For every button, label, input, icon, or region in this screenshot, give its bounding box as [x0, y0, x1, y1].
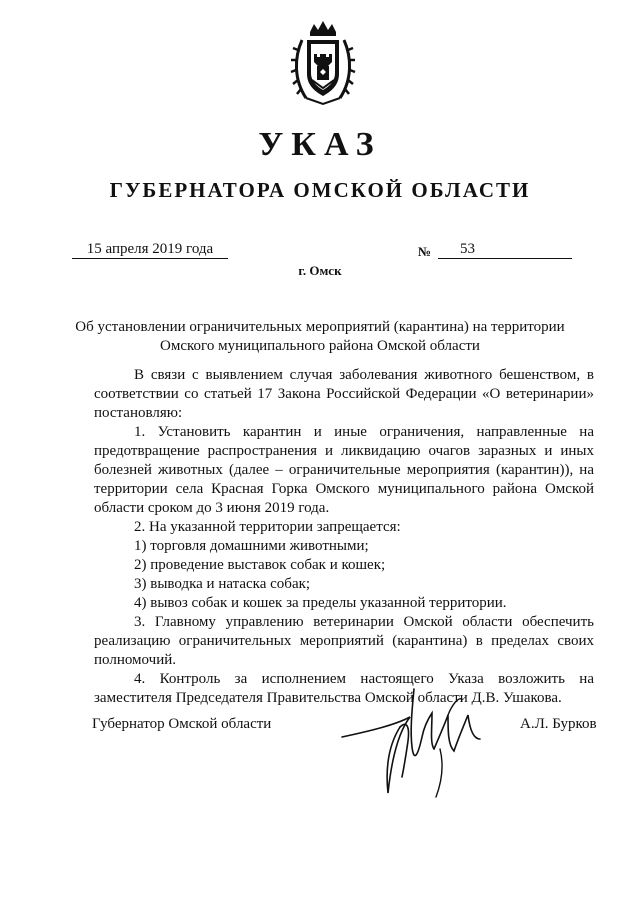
- decree-date: 15 апреля 2019 года: [72, 240, 228, 259]
- decree-subject: [60, 318, 580, 356]
- decree-body: [94, 366, 594, 708]
- list-item: 1) торговля домашними животными;: [134, 538, 369, 554]
- paragraph-2: 2. На указанной территории запрещается:: [134, 519, 401, 535]
- number-sign: №: [418, 244, 432, 259]
- list-item: 2) проведение выставок собак и кошек;: [134, 557, 386, 573]
- paragraph-4: 4. Контроль за исполнением настоящего Указа возложить на заместителя Председателя Правительства Омской области Д.В. Ушакова.: [94, 671, 594, 706]
- paragraph-1: 1. Установить карантин и иные ограничения, направленные на предотвращение распространения и ликвидацию очагов заразных и иных болезней животных (далее – ограничительные мероприятия (карантин)), на территории села Красная Горка Омского муниципального района Омской области сроком до 3 июня 2019 года.: [94, 424, 594, 516]
- subject-line-2: Омского муниципального района Омской области: [160, 338, 480, 354]
- coat-of-arms-emblem: [290, 18, 356, 106]
- decree-number: 53: [438, 240, 572, 259]
- signatory-position: Губернатор Омской области: [92, 716, 272, 732]
- document-subtitle: ГУБЕРНАТОРА ОМСКОЙ ОБЛАСТИ: [109, 178, 531, 202]
- list-item: 3) выводка и натаска собак;: [134, 576, 311, 592]
- signatory-name: А.Л. Бурков: [520, 716, 597, 732]
- paragraph-3: 3. Главному управлению ветеринарии Омской области обеспечить реализацию ограничительных мероприятий (карантина) в пределах своих полномочий.: [94, 614, 594, 668]
- handwritten-signature: [340, 685, 500, 800]
- preamble-paragraph: В связи с выявлением случая заболевания животного бешенством, в соответствии со статьей 17 Закона Российской Федерации «О ветеринарии» постановляю:: [94, 367, 594, 421]
- city-label: г. Омск: [298, 263, 342, 278]
- subject-line-1: Об установлении ограничительных мероприятий (карантина) на территории: [75, 319, 565, 335]
- document-title: УКАЗ: [258, 126, 382, 163]
- list-item: 4) вывоз собак и кошек за пределы указанной территории.: [134, 595, 507, 611]
